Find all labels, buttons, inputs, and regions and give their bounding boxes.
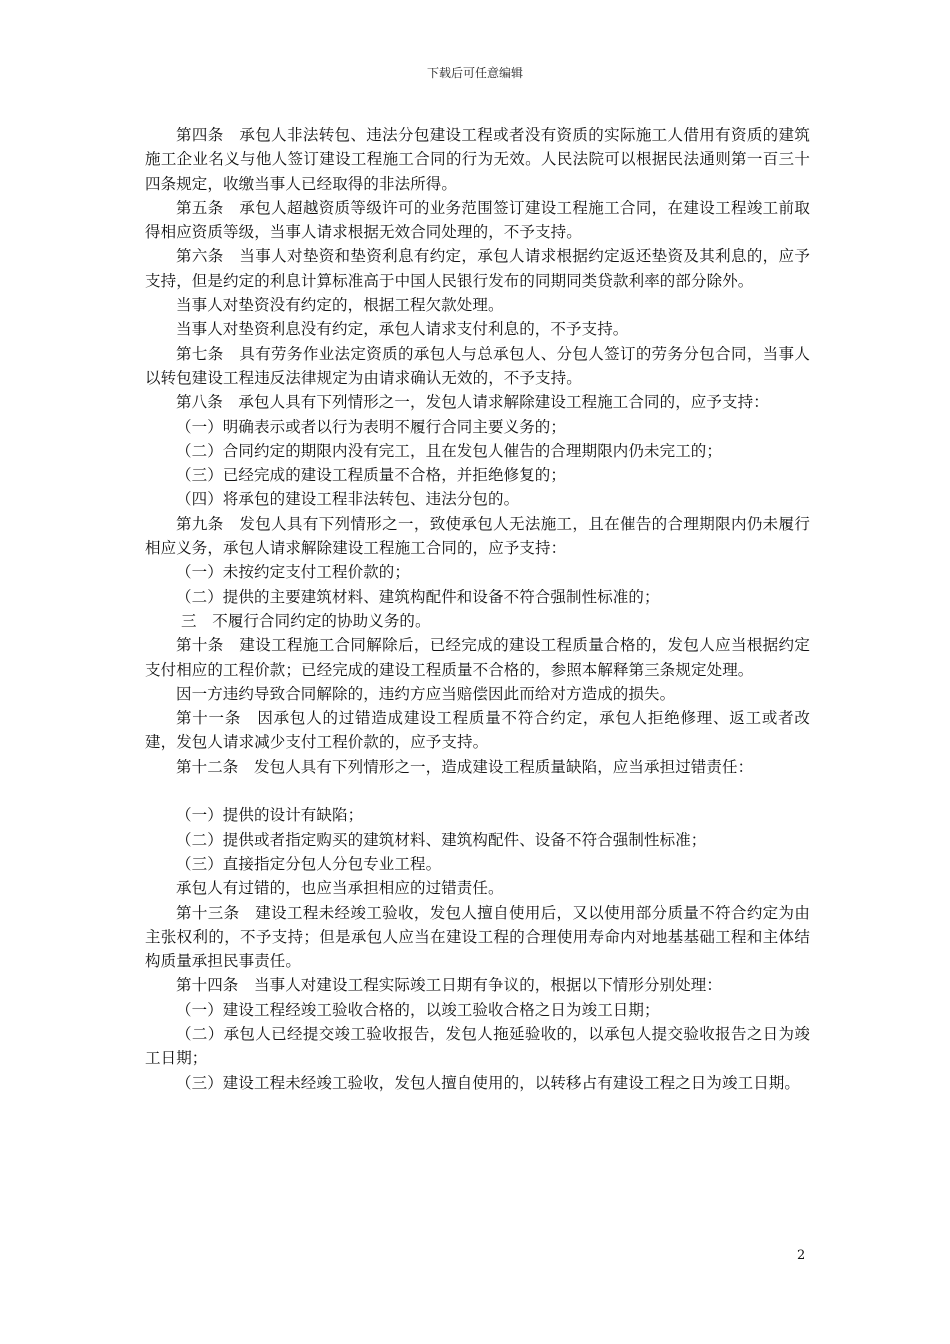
- paragraph: 第九条 发包人具有下列情形之一，致使承包人无法施工，且在催告的合理期限内仍未履行相应义务，承包人请求解除建设工程施工合同的，应予支持：: [145, 514, 810, 558]
- list-item: （三）直接指定分包人分包专业工程。: [176, 854, 442, 873]
- document-body: [145, 123, 810, 1095]
- paragraph: 第十四条 当事人对建设工程实际竣工日期有争议的，根据以下情形分别处理：: [176, 976, 723, 995]
- paragraph: 第十条 建设工程施工合同解除后，已经完成的建设工程质量合格的，发包人应当根据约定支付相应的工程价款；已经完成的建设工程质量不合格的，参照本解释第三条规定处理。: [145, 636, 810, 679]
- paragraph: 第六条 当事人对垫资和垫资利息有约定，承包人请求根据约定返还垫资及其利息的，应予支持，但是约定的利息计算标准高于中国人民银行发布的同期同类贷款利率的部分除外。: [145, 247, 810, 290]
- list-item: （二）承包人已经提交竣工验收报告，发包人拖延验收的，以承包人提交验收报告之日为竣工日期；: [145, 1024, 810, 1068]
- list-item: （三）建设工程未经竣工验收，发包人擅自使用的，以转移占有建设工程之日为竣工日期。: [176, 1073, 801, 1092]
- list-item: （一）建设工程经竣工验收合格的，以竣工验收合格之日为竣工日期；: [176, 1000, 660, 1019]
- paragraph: 承包人有过错的，也应当承担相应的过错责任。: [176, 879, 504, 898]
- paragraph: 当事人对垫资利息没有约定，承包人请求支付利息的，不予支持。: [176, 320, 629, 339]
- paragraph: 第十一条 因承包人的过错造成建设工程质量不符合约定，承包人拒绝修理、返工或者改建，发包人请求减少支付工程价款的，应予支持。: [145, 709, 810, 752]
- paragraph: 因一方违约导致合同解除的，违约方应当赔偿因此而给对方造成的损失。: [176, 684, 676, 703]
- page-header: 下载后可任意编辑: [426, 66, 523, 80]
- list-item: （四）将承包的建设工程非法转包、违法分包的。: [176, 490, 520, 509]
- list-item: （一）明确表示或者以行为表明不履行合同主要义务的；: [176, 417, 567, 436]
- list-item: （一）提供的设计有缺陷；: [176, 806, 364, 825]
- list-item: （一）未按约定支付工程价款的；: [176, 563, 411, 582]
- list-item: 三 不履行合同约定的协助义务的。: [176, 611, 431, 630]
- paragraph: 当事人对垫资没有约定的，根据工程欠款处理。: [176, 296, 504, 315]
- page-number: 2: [797, 1248, 806, 1263]
- paragraph: 第十二条 发包人具有下列情形之一，造成建设工程质量缺陷，应当承担过错责任：: [176, 757, 754, 776]
- list-item: （三）已经完成的建设工程质量不合格，并拒绝修复的；: [176, 466, 567, 485]
- list-item: （二）合同约定的期限内没有完工，且在发包人催告的合理期限内仍未完工的；: [176, 441, 723, 460]
- paragraph: 第四条 承包人非法转包、违法分包建设工程或者没有资质的实际施工人借用有资质的建筑施工企业名义与他人签订建设工程施工合同的行为无效。人民法院可以根据民法通则第一百三十四条规定，收缴当事人已经取得的非法所得。: [145, 126, 810, 193]
- list-item: （二）提供或者指定购买的建筑材料、建筑构配件、设备不符合强制性标准；: [176, 830, 707, 849]
- paragraph: 第五条 承包人超越资质等级许可的业务范围签订建设工程施工合同，在建设工程竣工前取得相应资质等级，当事人请求根据无效合同处理的，不予支持。: [145, 198, 810, 242]
- paragraph: 第十三条 建设工程未经竣工验收，发包人擅自使用后，又以使用部分质量不符合约定为由主张权利的，不予支持；但是承包人应当在建设工程的合理使用寿命内对地基基础工程和主体结构质量承担民事责任。: [145, 903, 810, 971]
- list-item: （二）提供的主要建筑材料、建筑构配件和设备不符合强制性标准的；: [176, 587, 660, 606]
- paragraph: 第八条 承包人具有下列情形之一，发包人请求解除建设工程施工合同的，应予支持：: [176, 393, 769, 412]
- paragraph: 第七条 具有劳务作业法定资质的承包人与总承包人、分包人签订的劳务分包合同，当事人以转包建设工程违反法律规定为由请求确认无效的，不予支持。: [145, 344, 810, 387]
- blank-line: [145, 779, 810, 803]
